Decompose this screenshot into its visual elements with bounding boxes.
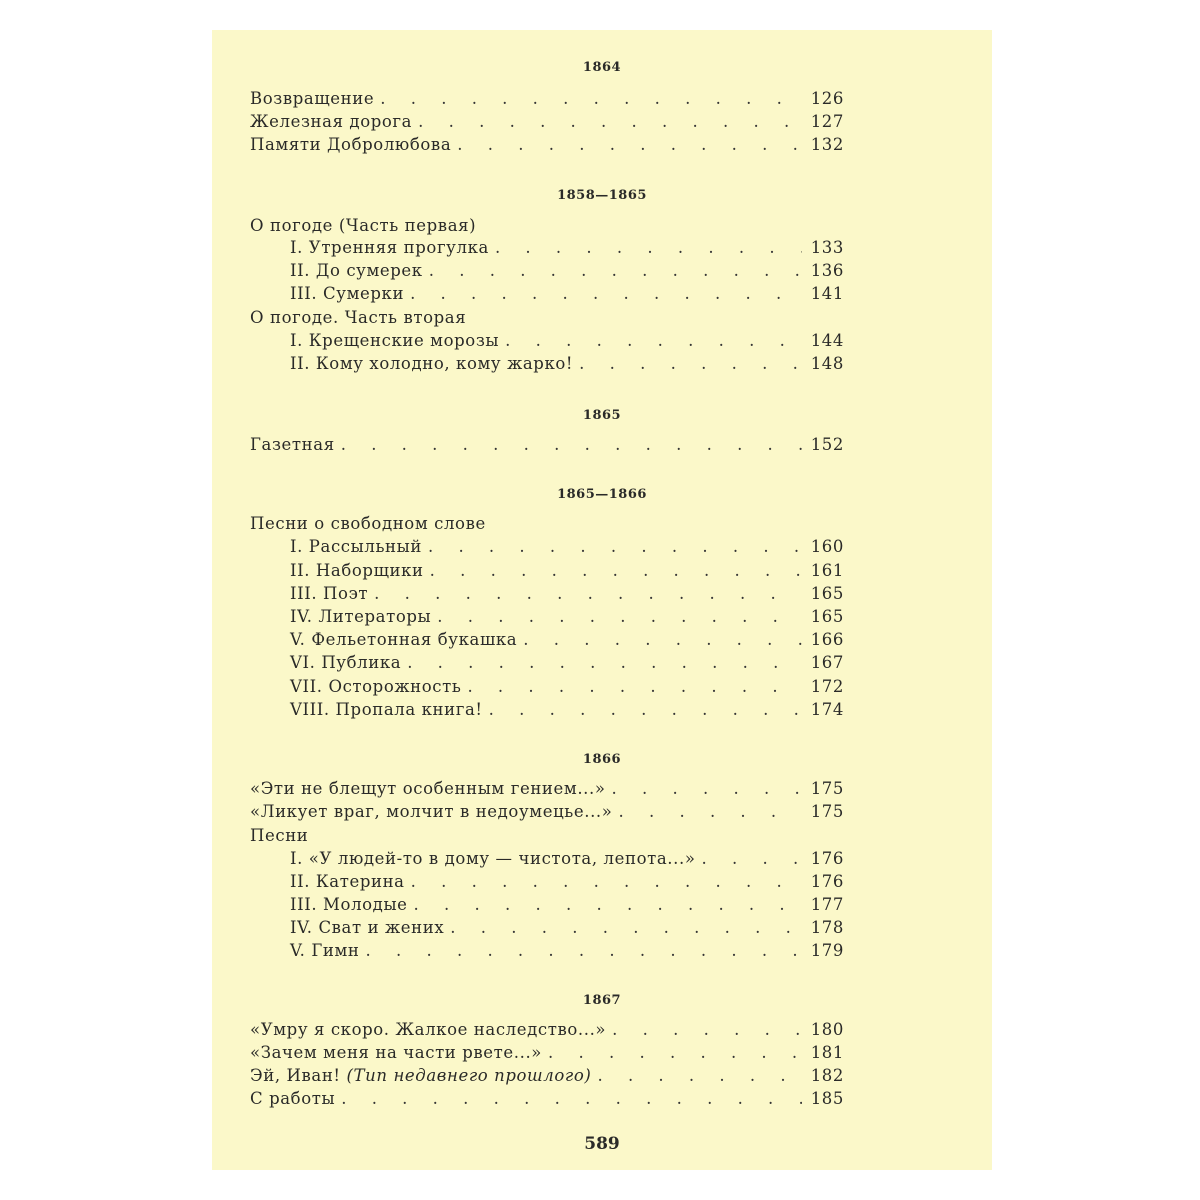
entry-title: С работы (250, 1089, 336, 1108)
toc-entry (290, 560, 844, 582)
group-title: О погоде (Часть первая) (250, 216, 477, 235)
entry-title: I. Утренняя прогулка (290, 238, 489, 257)
toc-entry (290, 940, 844, 962)
entry-page: 176 (810, 849, 844, 868)
entry-page: 165 (810, 584, 844, 603)
toc-entry (290, 260, 844, 282)
entry-page: 185 (810, 1089, 844, 1108)
entry-title: Памяти Добролюбова (250, 135, 452, 154)
toc-entry (290, 283, 844, 305)
toc-entry (250, 434, 844, 456)
entry-page: 174 (810, 700, 844, 719)
entry-title: V. Фельетонная букашка (290, 630, 518, 649)
entry-page: 176 (810, 872, 844, 891)
entry-page: 160 (810, 537, 844, 556)
entry-title: V. Гимн (290, 941, 360, 960)
entry-title: I. «У людей-то в дому — чистота, лепота...» (290, 849, 696, 868)
entry-page: 177 (810, 895, 844, 914)
entry-title: II. До сумерек (290, 261, 423, 280)
toc-entry (290, 606, 844, 628)
entry-title: III. Поэт (290, 584, 369, 603)
entry-page: 167 (810, 653, 844, 672)
page-number: 589 (584, 1134, 620, 1154)
entry-page: 175 (810, 779, 844, 798)
section-heading-1865: 1865 (582, 408, 622, 423)
entry-title: IV. Литераторы (290, 607, 432, 626)
toc-entry (250, 1065, 844, 1087)
toc-entry (290, 848, 844, 870)
toc-entry (250, 778, 844, 800)
entry-page: 181 (810, 1043, 844, 1062)
toc-entry (290, 583, 844, 605)
entry-title: IV. Сват и жених (290, 918, 445, 937)
entry-title: III. Сумерки (290, 284, 405, 303)
entry-title: Железная дорога (250, 112, 413, 131)
toc-entry (290, 917, 844, 939)
entry-page: 127 (810, 112, 844, 131)
entry-page: 148 (810, 354, 844, 373)
entry-title-main: Эй, Иван! (250, 1066, 341, 1085)
toc-entry (250, 88, 844, 110)
toc-entry (250, 1088, 844, 1110)
entry-title: «Эти не блещут особенным гением...» (250, 779, 606, 798)
toc-entry (250, 1042, 844, 1064)
toc-entry (290, 894, 844, 916)
entry-title: Газетная (250, 435, 335, 454)
entry-title: Возвращение (250, 89, 375, 108)
entry-page: 172 (810, 677, 844, 696)
entry-title: I. Рассыльный (290, 537, 422, 556)
toc-entry (250, 111, 844, 133)
entry-title (250, 1065, 591, 1087)
toc-entry (290, 676, 844, 698)
entry-subtitle-italic: (Тип недавнего прошлого) (346, 1066, 592, 1085)
toc-entry (290, 237, 844, 259)
entry-page: 180 (810, 1020, 844, 1039)
section-heading-1858-1865: 1858—1865 (557, 188, 647, 203)
entry-page: 175 (810, 802, 844, 821)
toc-entry (290, 353, 844, 375)
entry-page: 132 (810, 135, 844, 154)
entry-page: 165 (810, 607, 844, 626)
toc-entry (290, 536, 844, 558)
section-heading-1867: 1867 (582, 993, 622, 1008)
entry-title: II. Наборщики (290, 561, 424, 580)
entry-page: 144 (810, 331, 844, 350)
section-heading-1866: 1866 (582, 752, 622, 767)
toc-entry (250, 134, 844, 156)
toc-entry (290, 629, 844, 651)
entry-page: 126 (810, 89, 844, 108)
entry-page: 141 (810, 284, 844, 303)
toc-entry (290, 330, 844, 352)
entry-page: 133 (810, 238, 844, 257)
entry-page: 136 (810, 261, 844, 280)
entry-title: «Умру я скоро. Жалкое наследство...» (250, 1020, 607, 1039)
entry-title: VI. Публика (290, 653, 402, 672)
toc-entry (290, 699, 844, 721)
toc-entry (250, 801, 844, 823)
entry-page: 179 (810, 941, 844, 960)
toc-entry (250, 1019, 844, 1041)
entry-page: 152 (810, 435, 844, 454)
group-title: Песни (250, 826, 309, 845)
section-heading-1865-1866: 1865—1866 (557, 487, 647, 502)
entry-page: 182 (810, 1066, 844, 1085)
toc-entry (290, 652, 844, 674)
entry-page: 178 (810, 918, 844, 937)
entry-title: «Зачем меня на части рвете...» (250, 1043, 542, 1062)
section-heading-1864: 1864 (582, 60, 622, 75)
entry-title: III. Молодые (290, 895, 408, 914)
entry-title: II. Катерина (290, 872, 405, 891)
entry-page: 166 (810, 630, 844, 649)
entry-title: VII. Осторожность (290, 677, 462, 696)
book-page (212, 30, 992, 1170)
group-title: Песни о свободном слове (250, 514, 486, 533)
entry-title: I. Крещенские морозы (290, 331, 500, 350)
entry-title: «Ликует враг, молчит в недоумецье...» (250, 802, 613, 821)
entry-title: VIII. Пропала книга! (290, 700, 483, 719)
group-title: О погоде. Часть вторая (250, 308, 467, 327)
entry-page: 161 (810, 561, 844, 580)
entry-title: II. Кому холодно, кому жарко! (290, 354, 574, 373)
toc-entry (290, 871, 844, 893)
